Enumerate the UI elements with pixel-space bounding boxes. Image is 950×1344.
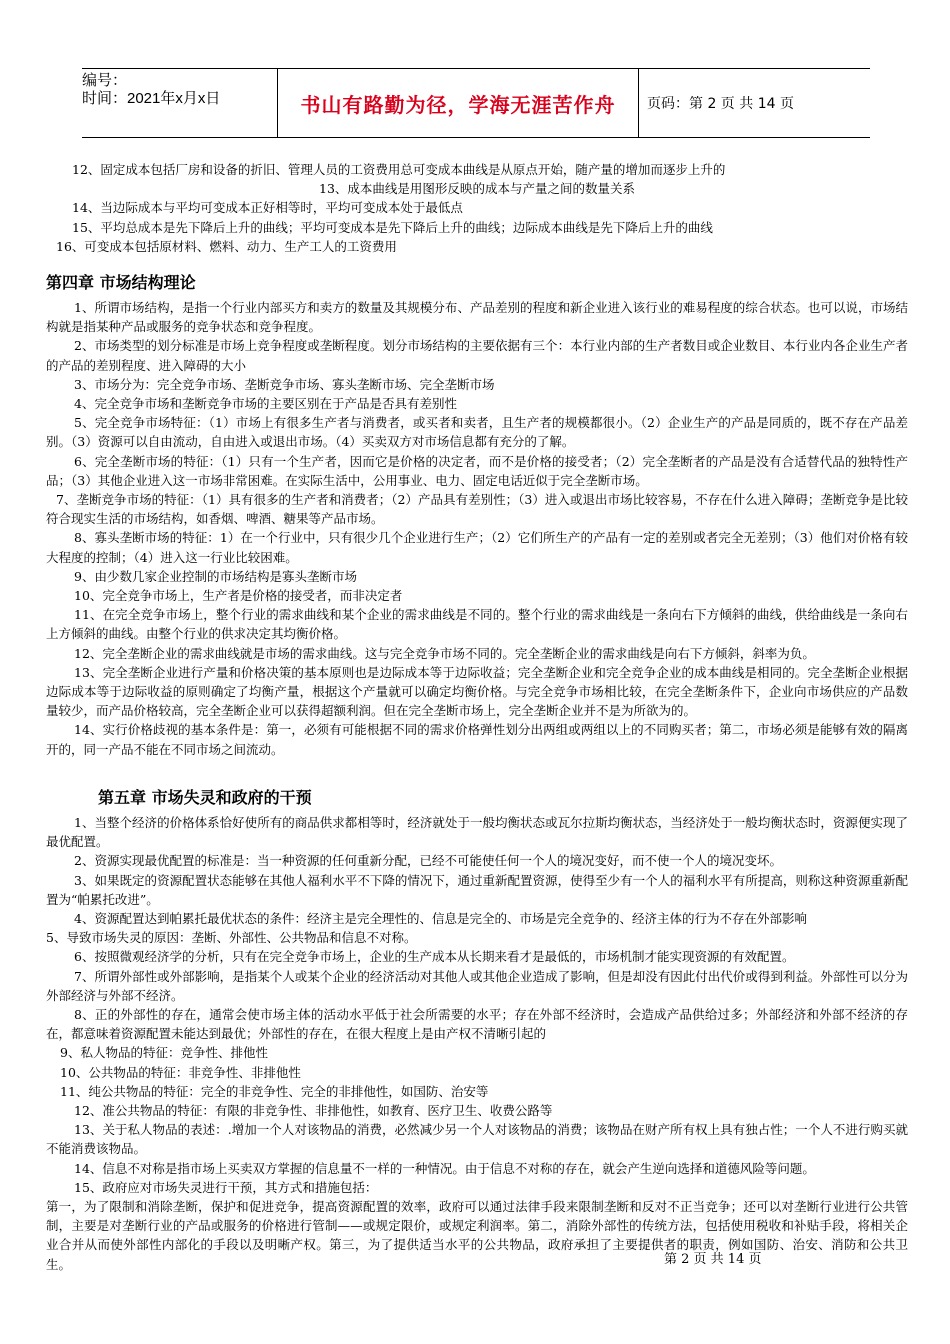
paragraph: 14、信息不对称是指市场上买卖双方掌握的信息量不一样的一种情况。由于信息不对称的存在，就会产生逆向选择和道德风险等问题。 [74,1160,815,1176]
paragraph: 3、如果既定的资源配置状态能够在其他人福利水平不下降的情况下，通过重新配置资源，使得至少有一个人的福利水平有所提高，则称这种资源重新配置为“帕累托改进”。 [46,872,908,907]
paragraph: 3、市场分为：完全竞争市场、垄断竞争市场、寡头垄断市场、完全垄断市场 [74,376,495,392]
paragraph: 9、私人物品的特征：竞争性、排他性 [60,1045,268,1061]
pre-line: 16、可变成本包括原材料、燃料、动力、生产工人的工资费用 [56,238,397,254]
paragraph: 10、完全竞争市场上，生产者是价格的接受者，而非决定者 [74,588,403,604]
paragraph: 14、实行价格歧视的基本条件是：第一，必须有可能根据不同的需求价格弹性划分出两组或两组以上的不同购买者；第二，市场必须是能够有效的隔离开的，同一产品不能在不同市场之间流动。 [46,722,908,757]
page-footer: 第 2 页 共 14 页 [664,1252,762,1267]
paragraph: 5、完全竞争市场特征：（1）市场上有很多生产者与消费者，或买者和卖者，且生产者的规模都很小。（2）企业生产的产品是同质的，既不存在产品差别。（3）资源可以自由流动，自由进入或退出市场。（4）买卖双方对市场信息都有充分的了解。 [46,415,908,450]
paragraph: 9、由少数几家企业控制的市场结构是寡头垄断市场 [74,568,357,584]
paragraph: 13、关于私人物品的表述：.增加一个人对该物品的消费，必然减少另一个人对该物品的消费；该物品在财产所有权上具有独占性；一个人不进行购买就不能消费该物品。 [46,1122,908,1157]
paragraph: 12、准公共物品的特征：有限的非竞争性、非排他性，如教育、医疗卫生、收费公路等 [74,1102,553,1118]
paragraph: 10、公共物品的特征：非竞争性、非排他性 [60,1064,301,1080]
pre-line: 12、固定成本包括厂房和设备的折旧、管理人员的工资费用总可变成本曲线是从原点开始，随产量的增加而逐步上升的 [72,162,726,177]
paragraph: 15、政府应对市场失灵进行干预，其方式和措施包括： [74,1179,378,1195]
paragraph: 2、市场类型的划分标准是市场上竞争程度或垄断程度。划分市场结构的主要依据有三个：本行业内部的生产者数目或企业数目、本行业内各企业生产者的产品的差别程度、进入障碍的大小 [46,338,908,373]
paragraph: 12、完全垄断企业的需求曲线就是市场的需求曲线。这与完全竞争市场不同的。完全垄断企业的需求曲线是向右下方倾斜，斜率为负。 [74,645,815,661]
chapter-4-title: 第四章 市场结构理论 [46,273,196,293]
number-label: 编号： [82,72,128,89]
paragraph: 8、寡头垄断市场的特征：1）在一个行业中，只有很少几个企业进行生产；（2）它们所生产的产品有一定的差别或者完全无差别；（3）他们对价格有较大程度的控制；（4）进入这一行业比较困难。 [46,530,908,565]
motto: 书山有路勤为径，学海无涯苦作舟 [277,69,639,137]
paragraph: 6、按照微观经济学的分析，只有在完全竞争市场上，企业的生产成本从长期来看才是最低的，市场机制才能实现资源的有效配置。 [74,949,795,965]
paragraph: 8、正的外部性的存在，通常会使市场主体的活动水平低于社会所需要的水平；存在外部不经济时，会造成产品供给过多；外部经济和外部不经济的存在，都意味着资源配置未能达到最优；外部性的存在，在很大程度上是由产权不清晰引起的 [46,1006,908,1042]
paragraph: 5、导致市场失灵的原因：垄断、外部性、公共物品和信息不对称。 [46,930,417,946]
header-left [82,69,277,137]
page-info: 页码：第 2 页 共 14 页 [647,96,794,112]
paragraph: 2、资源实现最优配置的标准是：当一种资源的任何重新分配，已经不可能使任何一个人的境况变好，而不使一个人的境况变坏。 [74,853,782,869]
paragraph: 1、所谓市场结构，是指一个行业内部买方和卖方的数量及其规模分布、产品差别的程度和新企业进入该行业的难易程度的综合状态。也可以说，市场结构就是指某种产品或服务的竞争状态和竞争程度。 [46,300,908,335]
paragraph: 6、完全垄断市场的特征：（1）只有一个生产者，因而它是价格的决定者，而不是价格的接受者；（2）完全垄断者的产品是没有合适替代品的独特性产品；（3）其他企业进入这一市场非常困难。在实际生活中，公用事业、电力、固定电话近似于完全垄断市场。 [46,453,908,488]
paragraph: 4、资源配置达到帕累托最优状态的条件：经济主是完全理性的、信息是完全的、市场是完全竞争的、经济主体的行为不存在外部影响 [74,910,807,926]
paragraph: 11、纯公共物品的特征：完全的非竞争性、完全的非排他性，如国防、治安等 [60,1083,489,1099]
paragraph: 第一，为了限制和消除垄断，保护和促进竞争，提高资源配置的效率，政府可以通过法律手段来限制垄断和反对不正当竞争；还可以对垄断行业进行公共管制，主要是对垄断行业的产品或服务的价格进行管制——或规定限价，或规定利润率。第二，消除外部性的传统方法，包括使用税收和补贴手段，将相关企业合并从而使外部性内部化的手段以及明晰产权。第三，为了提供适当水平的公共物品，政府承担了主要提供者的职责，例如国防、治安、消防和公共卫生。 [46,1198,908,1272]
paragraph: 1、当整个经济的价格体系恰好使所有的商品供求都相等时，经济就处于一般均衡状态或瓦尔拉斯均衡状态，当经济处于一般均衡状态时，资源便实现了最优配置。 [46,814,908,850]
pre-line: 15、平均总成本是先下降后上升的曲线；平均可变成本是先下降后上升的曲线；边际成本曲线是先下降后上升的曲线 [72,219,713,235]
paragraph: 7、垄断竞争市场的特征：（1）具有很多的生产者和消费者；（2）产品具有差别性；（3）进入或退出市场比较容易，不存在什么进入障碍；垄断竞争是比较符合现实生活的市场结构，如香烟、啤酒、糖果等产品市场。 [46,492,908,527]
header-table [82,68,870,138]
paragraph: 13、完全垄断企业进行产量和价格决策的基本原则也是边际成本等于边际收益；完全垄断企业和完全竞争企业的成本曲线是相同的。完全垄断企业根据边际成本等于边际收益的原则确定了均衡产量，根据这个产量就可以确定均衡价格。与完全竞争市场相比较，在完全垄断条件下，企业向市场供应的产品数量较少，而产品价格较高，完全垄断企业可以获得超额利润。但在完全垄断市场上，完全垄断企业并不是为所欲为的。 [46,664,908,719]
pre-line: 14、当边际成本与平均可变成本正好相等时，平均可变成本处于最低点 [72,200,463,216]
paragraph: 11、在完全竞争市场上，整个行业的需求曲线和某个企业的需求曲线是不同的。整个行业的需求曲线是一条向右下方倾斜的曲线，供给曲线是一条向右上方倾斜的曲线。由整个行业的供求决定其均衡价格。 [46,607,908,642]
pre-line: 13、成本曲线是用图形反映的成本与产量之间的数量关系 [319,181,635,197]
paragraph: 7、所谓外部性或外部影响，是指某个人或某个企业的经济活动对其他人或其他企业造成了影响，但是却没有因此付出代价或得到利益。外部性可以分为外部经济与外部不经济。 [46,968,908,1003]
document-body [46,160,908,1274]
chapter-5-title: 第五章 市场失灵和政府的干预 [98,787,312,807]
time-label: 时间：2021年x月x日 [82,90,221,107]
paragraph: 4、完全竞争市场和垄断竞争市场的主要区别在于产品是否具有差别性 [74,396,457,412]
